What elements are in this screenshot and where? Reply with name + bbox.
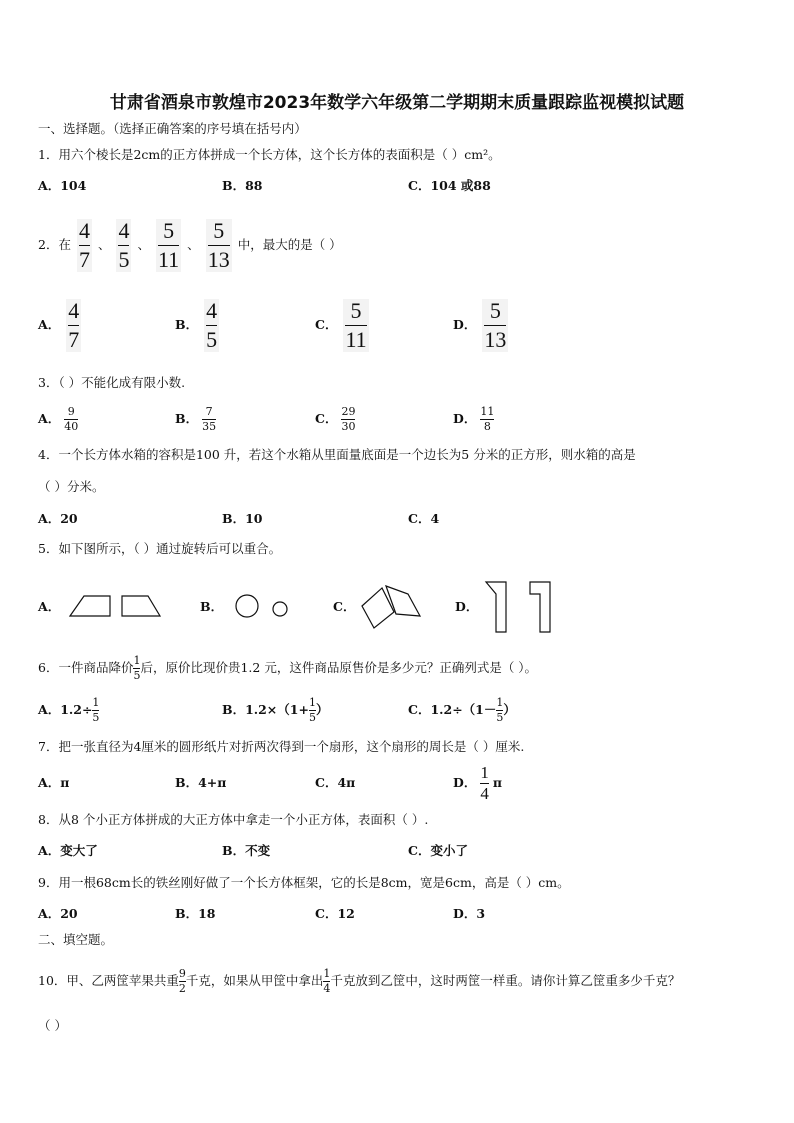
q2-option-c-fraction: $\frac{5}{11}$ [345, 297, 367, 352]
q2-option-a: A． $\frac{4}{7}$ [38, 297, 80, 352]
q3-option-c: C． $\frac{29}{30}$ [315, 404, 356, 433]
q2-fraction-2: $\frac{4}{5}$ [118, 217, 130, 272]
q2-option-b: B． $\frac{4}{5}$ [175, 297, 218, 352]
q2-suffix: 中，最大的是（ ） [237, 237, 342, 252]
q1-option-c: C．104 或88 [408, 178, 491, 193]
q6-post: 后，原价比现价贵1.2 元，这件商品原售价是多少元？正确列式是（ ）。 [140, 660, 538, 675]
q3-option-a: A． $\frac{9}{40}$ [38, 404, 79, 433]
q5-option-d-label: D． [455, 599, 479, 614]
q6-option-b-fraction: $\frac{1}{5}$ [308, 695, 316, 724]
q2-fraction-3: $\frac{5}{11}$ [157, 217, 180, 272]
q10-post: 千克放到乙筐中，这时两筐一样重。请你计算乙筐重多少千克？ [330, 973, 681, 988]
question-3: 3．（ ）不能化成有限小数. [38, 375, 186, 390]
q6-option-b: B．1.2×（1+ $\frac{1}{5}$ ） [222, 695, 329, 724]
q2-fraction-4: $\frac{5}{13}$ [207, 217, 230, 272]
q2-separator: 、 [137, 237, 150, 252]
q2-fraction-1: $\frac{4}{7}$ [78, 217, 90, 272]
q5-option-c-quadrilaterals [358, 582, 426, 632]
q1-option-a: A．104 [38, 178, 87, 193]
section-heading-choice: 一、选择题。（选择正确答案的序号填在括号内） [38, 121, 307, 136]
q3-option-c-fraction: $\frac{29}{30}$ [341, 404, 356, 433]
question-2 [38, 217, 342, 273]
q10-fraction-2: $\frac{1}{4}$ [323, 966, 331, 995]
q2-option-d: D． $\frac{5}{13}$ [453, 297, 507, 352]
q6-option-a-fraction: $\frac{1}{5}$ [92, 695, 100, 724]
q7-option-b: B．4+π [175, 775, 227, 790]
q10-pre: 10．甲、乙两筐苹果共重 [38, 973, 179, 988]
q5-option-a-trapezoids [66, 592, 164, 620]
q2-separator: 、 [187, 237, 200, 252]
question-7: 7．把一张直径为4厘米的圆形纸片对折两次得到一个扇形，这个扇形的周长是（ ）厘米. [38, 739, 525, 754]
q8-option-b: B．不变 [222, 843, 271, 858]
section-heading-fill: 二、填空题。 [38, 932, 114, 947]
q3-option-b-fraction: $\frac{7}{35}$ [202, 404, 217, 433]
q9-option-a: A．20 [38, 906, 78, 921]
q6-option-c-fraction: $\frac{1}{5}$ [496, 695, 504, 724]
page-title: 甘肃省酒泉市敦煌市2023年数学六年级第二学期期末质量跟踪监视模拟试题 [109, 93, 685, 113]
q5-option-d-l-shapes [484, 578, 556, 636]
q1-option-b: B．88 [222, 178, 263, 193]
q10-fraction-1: $\frac{9}{2}$ [178, 966, 186, 995]
q2-separator: 、 [97, 237, 111, 252]
q3-option-d: D． $\frac{11}{8}$ [453, 404, 495, 433]
q4-option-a: A．20 [38, 511, 78, 526]
q6-pre: 6．一件商品降价 [38, 660, 134, 675]
q2-option-d-fraction: $\frac{5}{13}$ [484, 297, 507, 352]
q8-option-c: C．变小了 [408, 843, 468, 858]
question-9: 9．用一根68cm长的铁丝刚好做了一个长方体框架，它的长是8cm，宽是6cm，高是（ ）cm。 [38, 875, 570, 890]
q6-option-c: C．1.2÷（1－ $\frac{1}{5}$ ） [408, 695, 516, 724]
question-4: 4．一个长方体水箱的容积是100 升，若这个水箱从里面量底面是一个边长为5 分米的正方形，则水箱的高是 [38, 447, 636, 462]
question-5: 5．如下图所示，（ ）通过旋转后可以重合。 [38, 541, 282, 556]
question-8: 8．从8 个小正方体拼成的大正方体中拿走一个小正方体，表面积（ ）. [38, 812, 429, 827]
q4-option-c: C．4 [408, 511, 440, 526]
question-1: 1．用六个棱长是2cm的正方体拼成一个长方体，这个长方体的表面积是（ ）cm²。 [38, 147, 501, 162]
q7-option-c: C．4π [315, 775, 356, 790]
q2-prefix: 2．在 [38, 237, 71, 252]
q9-option-c: C．12 [315, 906, 355, 921]
question-4-cont: （ ）分米。 [38, 479, 105, 494]
q5-option-b-circles [230, 590, 292, 622]
question-6 [38, 648, 537, 688]
q10-mid: 千克，如果从甲筐中拿出 [185, 973, 324, 988]
q9-option-d: D．3 [453, 906, 486, 921]
q3-option-d-fraction: $\frac{11}{8}$ [480, 404, 495, 433]
q7-option-a: A．π [38, 775, 70, 790]
q2-option-a-fraction: $\frac{4}{7}$ [68, 297, 80, 352]
q8-option-a: A．变大了 [38, 843, 98, 858]
q6-option-a: A．1.2÷ $\frac{1}{5}$ [38, 695, 100, 724]
q4-option-b: B．10 [222, 511, 263, 526]
q3-option-b: B． $\frac{7}{35}$ [175, 404, 217, 433]
q5-option-a-label: A． [38, 599, 61, 614]
q2-option-b-fraction: $\frac{4}{5}$ [206, 297, 218, 352]
q2-option-c: C． $\frac{5}{11}$ [315, 297, 367, 352]
q9-option-b: B．18 [175, 906, 216, 921]
q5-option-b-label: B． [200, 599, 224, 614]
q7-option-d-fraction: $\frac{1}{4}$ [480, 762, 489, 803]
q7-option-d: D． $\frac{1}{4}$ π [453, 762, 502, 803]
q6-fraction: $\frac{1}{5}$ [133, 653, 141, 682]
q10-answer-blank: （ ） [38, 1018, 67, 1033]
q5-option-c-label: C． [333, 599, 356, 614]
question-10 [38, 961, 680, 1001]
q3-option-a-fraction: $\frac{9}{40}$ [64, 404, 79, 433]
